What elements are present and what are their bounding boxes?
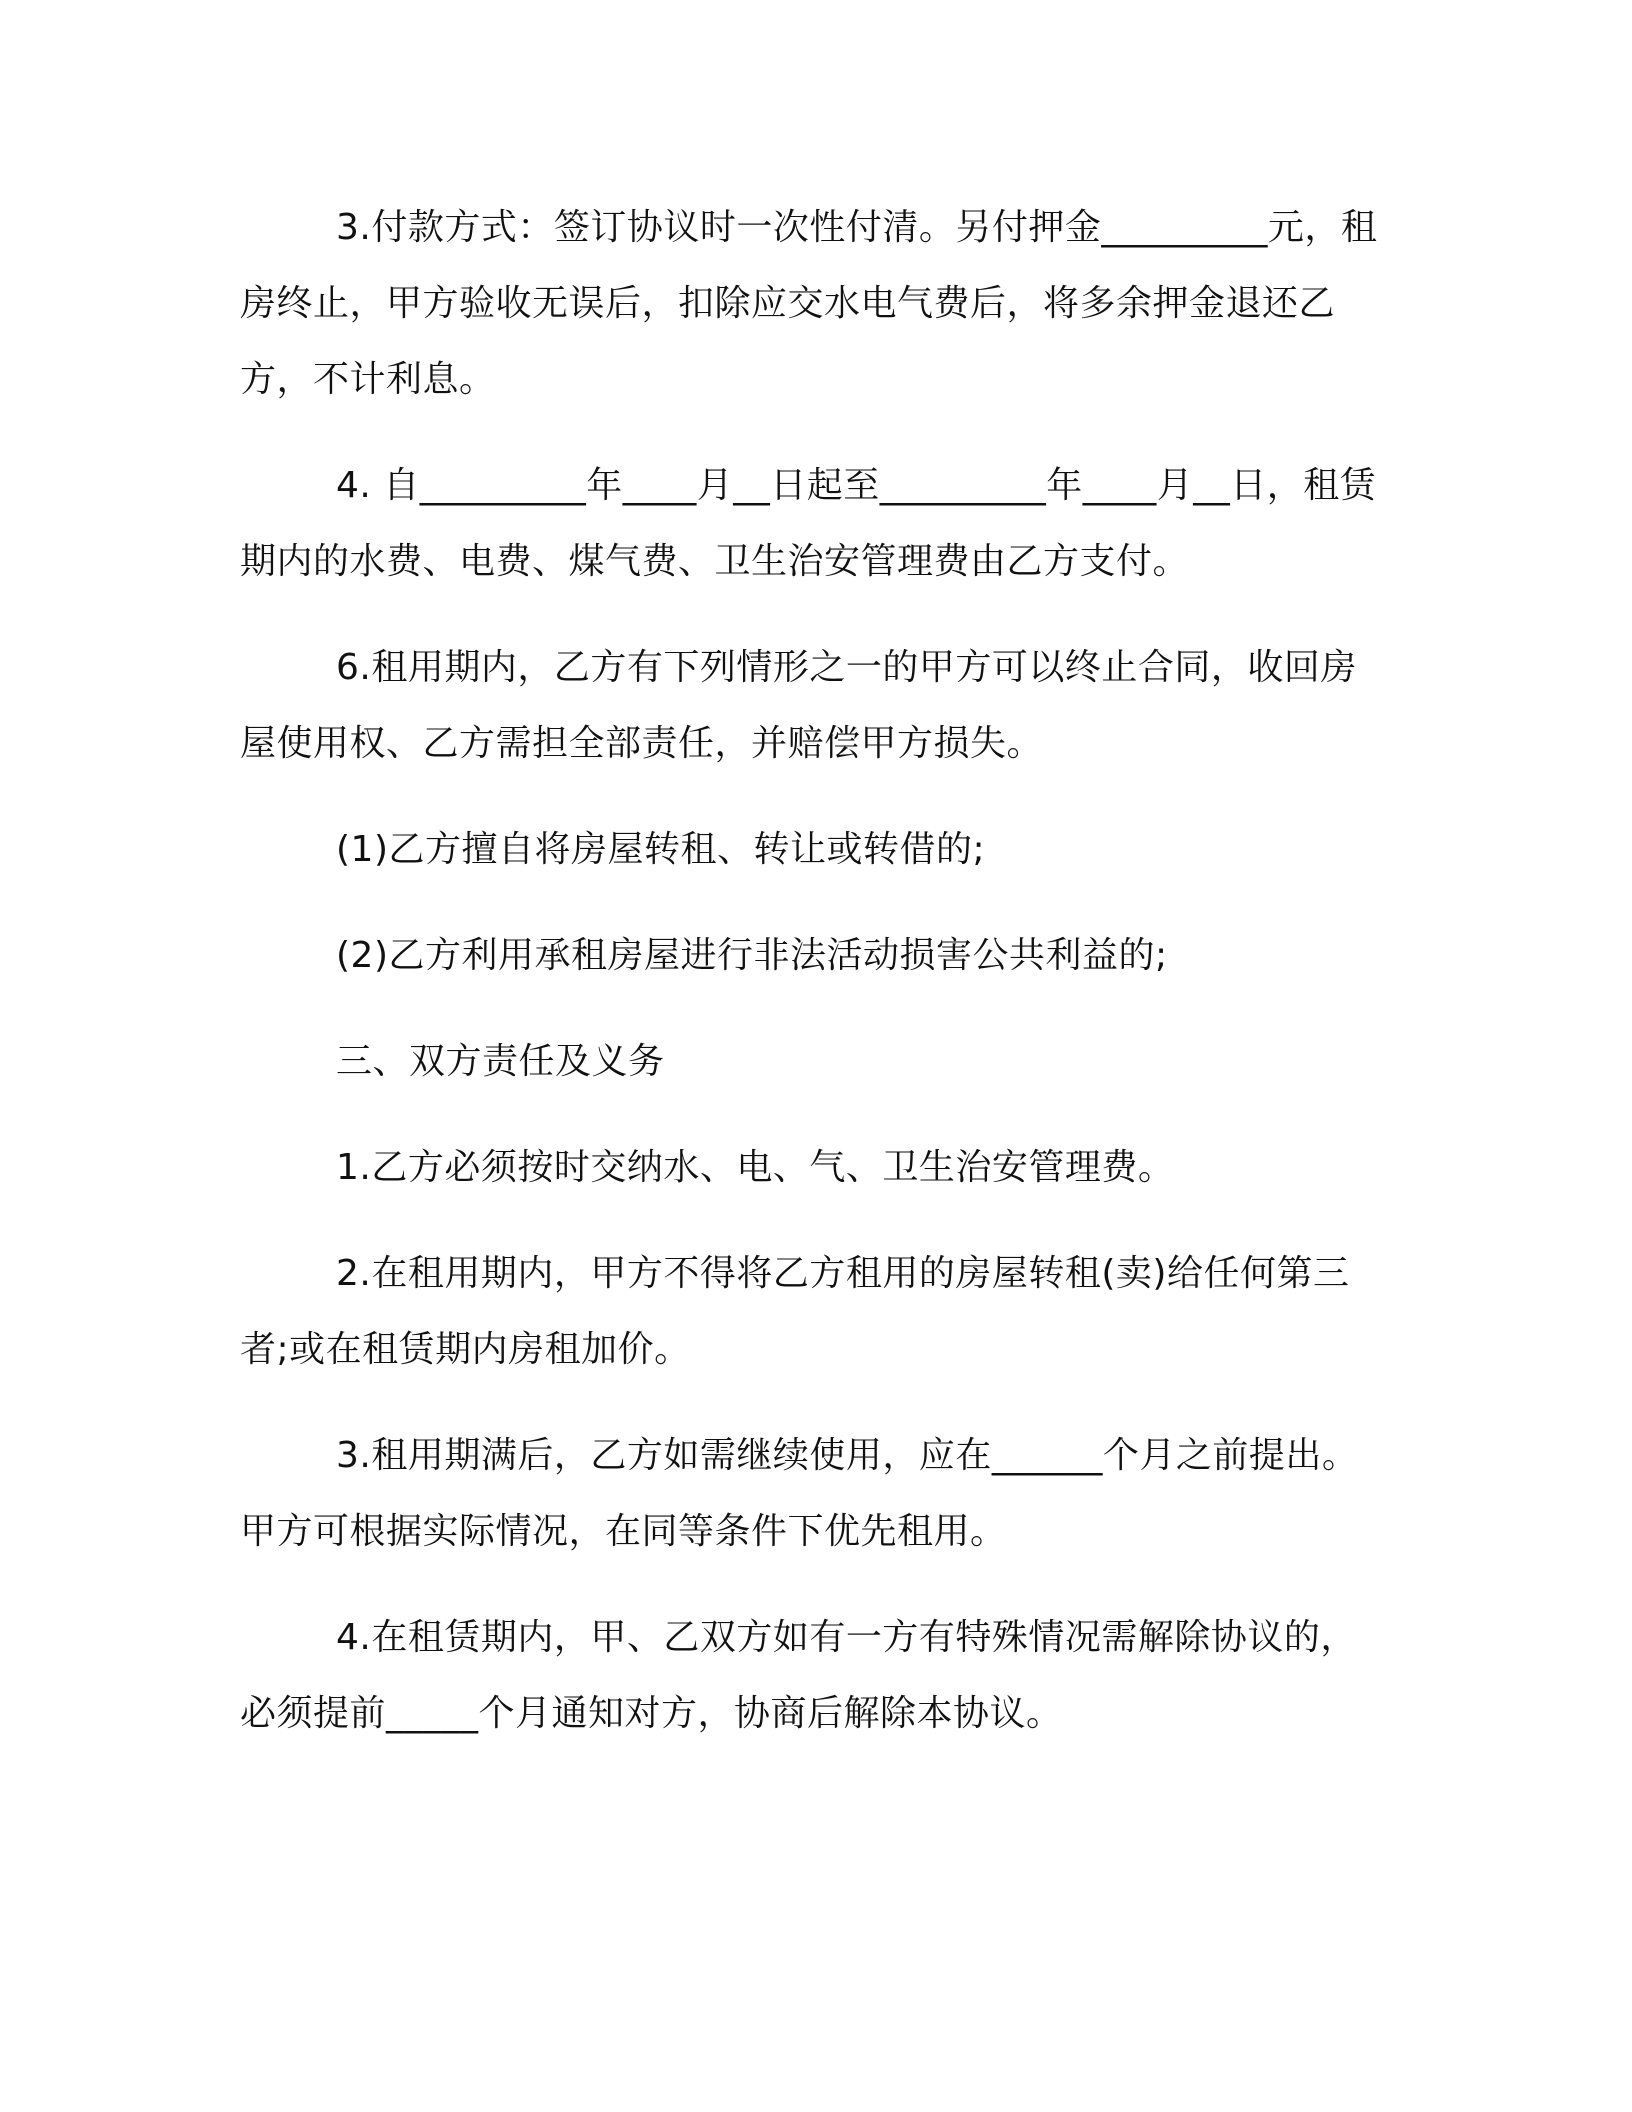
paragraph-duty-3: 3.租用期满后，乙方如需继续使用，应在______个月之前提出。甲方可根据实际情况，在同等条件下优先租用。	[240, 1435, 1359, 1552]
paragraph-payment-method: 3.付款方式：签订协议时一次性付清。另付押金_________元，租房终止，甲方验收无误后，扣除应交水电气费后，将多余押金退还乙方，不计利息。	[240, 207, 1378, 400]
paragraph-condition-2: (2)乙方利用承租房屋进行非法活动损害公共利益的;	[336, 935, 1168, 976]
paragraph-termination-conditions: 6.租用期内，乙方有下列情形之一的甲方可以终止合同，收回房屋使用权、乙方需担全部责任，并赔偿甲方损失。	[240, 647, 1357, 764]
paragraph-condition-1: (1)乙方擅自将房屋转租、转让或转借的;	[336, 829, 986, 870]
paragraph-duty-4: 4.在租赁期内，甲、乙双方如有一方有特殊情况需解除协议的，必须提前_____个月通知对方，协商后解除本协议。	[240, 1617, 1357, 1734]
paragraph-lease-term: 4. 自_________年____月__日起至_________年____月__日，租赁期内的水费、电费、煤气费、卫生治安管理费由乙方支付。	[240, 465, 1377, 582]
document-body	[240, 190, 1385, 1782]
section-heading-responsibilities: 三、双方责任及义务	[336, 1041, 665, 1082]
paragraph-duty-1: 1.乙方必须按时交纳水、电、气、卫生治安管理费。	[336, 1147, 1175, 1188]
paragraph-duty-2: 2.在租用期内，甲方不得将乙方租用的房屋转租(卖)给任何第三者;或在租赁期内房租加价。	[240, 1253, 1350, 1370]
